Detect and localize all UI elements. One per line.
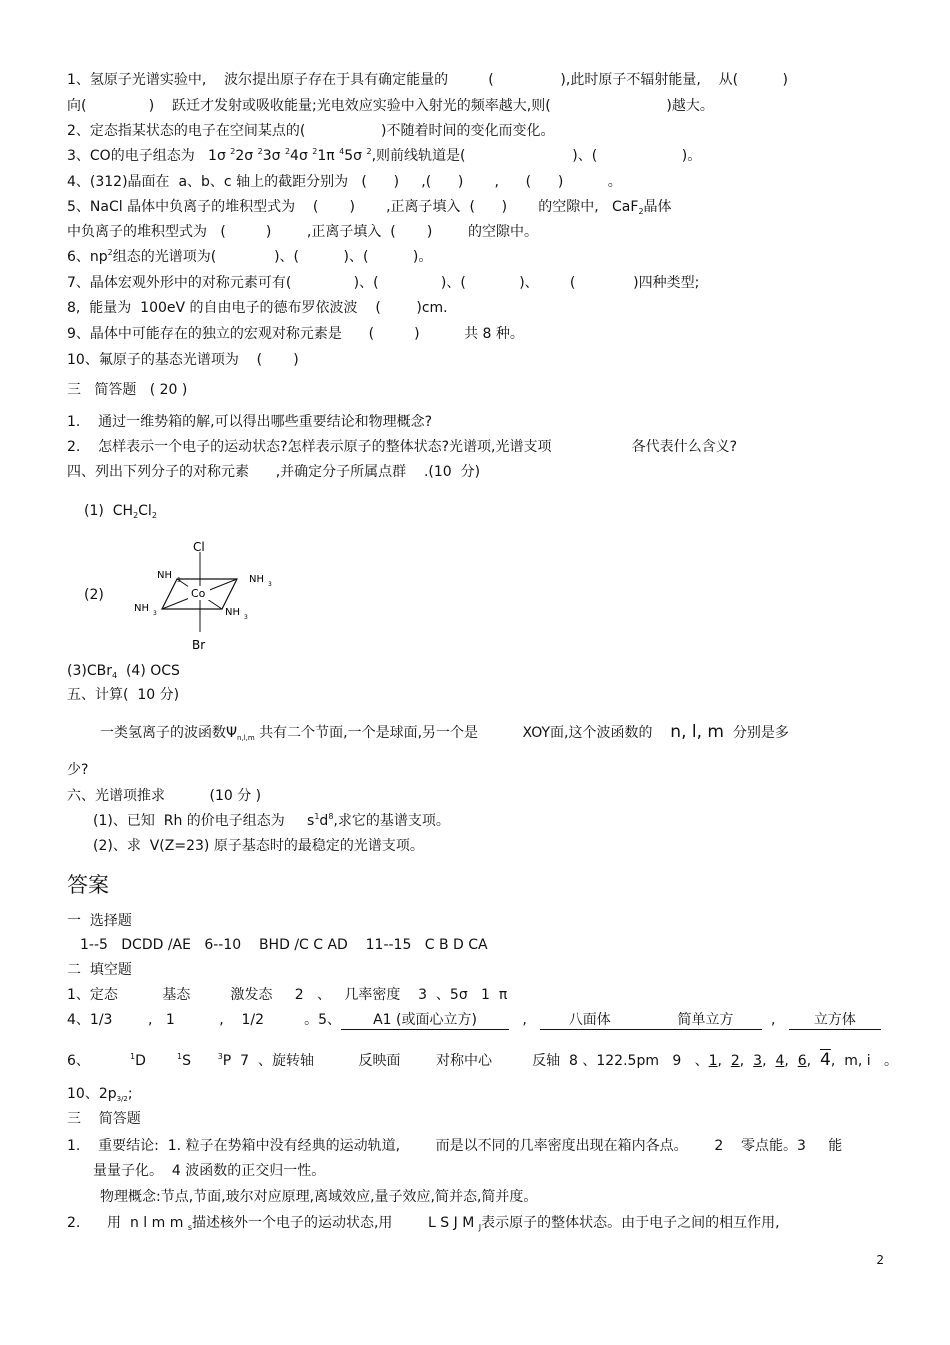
svg-text:3: 3 — [268, 581, 272, 588]
answers-s2-line2: 4、1/3 , 1 , 1/2 。5、 A1 (或面心立方) , 八面体 简单立方 , 立方体 — [67, 1010, 881, 1030]
molecules-3-4: (3)CBr$_4$ (4) OCS — [67, 663, 180, 680]
svg-text:3: 3 — [177, 577, 181, 584]
fill-q10: 10、氟原子的基态光谱项为 ( ) — [67, 352, 299, 368]
fill-q3: 3、CO的电子组态为 1σ $^2$2σ $^2$3σ $^2$4σ $^2$1π $^4$5σ $^2$,则前线轨道是( )、( )。 — [67, 147, 702, 164]
fill-q4: 4、(312)晶面在 a、b、c 轴上的截距分别为 ( ) ,( ) , ( ) 。 — [67, 174, 622, 190]
section5-title: 五、计算( 10 分) — [67, 687, 180, 703]
page-number: 2 — [876, 1253, 884, 1267]
fill-q8: 8, 能量为 100eV 的自由电子的德布罗依波波 ( )cm. — [67, 300, 448, 316]
cl-label: Cl — [193, 540, 205, 554]
fill-q1-line2: 向( ) 跃迁才发射或吸收能量;光电效应实验中入射光的频率越大,则( )越大。 — [67, 98, 714, 114]
co-label: Co — [191, 587, 206, 600]
fill-q1-line1: 1、氢原子光谱实验中, 波尔提出原子存在于具有确定能量的 ( ),此时原子不辐射能量, 从( ) — [67, 72, 789, 88]
answers-s3-line1: 1. 重要结论: 1. 粒子在势箱中没有经典的运动轨道, 而是以不同的几率密度出现在箱内各点。 2 零点能。3 能 — [67, 1138, 843, 1154]
answers-s2-line1: 1、定态 基态 激发态 2 、 几率密度 3 、5σ 1 π — [67, 987, 508, 1003]
cobalt-complex-diagram — [125, 535, 285, 660]
section3-title: 三 简答题 ( 20 ) — [67, 382, 188, 398]
answers-s3-line3: 物理概念:节点,节面,玻尔对应原理,离域效应,量子效应,简并态,简并度。 — [100, 1189, 538, 1205]
svg-text:3: 3 — [153, 610, 157, 617]
nh3-top-left: NH — [157, 570, 172, 581]
answers-s2-line3: 6、 $^1$D $^1$S $^3$P 7 、旋转轴 反映面 对称中心 反轴 8 、122.5pm 9 、1, 2, 3, 4, 6, 4, m, i 。 — [67, 1050, 898, 1070]
section5-line1: 一类氢离子的波函数$\Psi_{n,l,m}$ 共有二个节面,一个是球面,另一个是 XOY面,这个波函数的 n, l, m 分别是多 — [100, 722, 789, 742]
fill-q7: 7、晶体宏观外形中的对称元素可有( )、( )、( )、 ( )四种类型; — [67, 275, 700, 291]
svg-text:3: 3 — [244, 614, 248, 621]
nh3-bottom-left: NH — [134, 603, 149, 614]
answers-title: 答案 — [67, 873, 109, 897]
nh3-top-right: NH — [249, 574, 264, 585]
answer-underline-2: 八面体 简单立方 — [540, 1012, 762, 1030]
answers-s3-line2: 量量子化。 4 波函数的正交归一性。 — [93, 1163, 326, 1179]
fill-q5-line2: 中负离子的堆积型式为 ( ) ,正离子填入 ( ) 的空隙中。 — [67, 224, 538, 240]
answers-s2-line4: 10、$2p_{3/2}$; — [67, 1086, 133, 1103]
section3-q1: 1. 通过一维势箱的解,可以得出哪些重要结论和物理概念? — [67, 414, 433, 430]
nh3-bottom-right: NH — [225, 607, 240, 618]
section6-q2: (2)、求 V(Z=23) 原子基态时的最稳定的光谱支项。 — [93, 838, 424, 854]
section4-title: 四、列出下列分子的对称元素 ,并确定分子所属点群 .(10 分) — [67, 464, 481, 480]
fill-q5-line1: 5、NaCl 晶体中负离子的堆积型式为 ( ) ,正离子填入 ( ) 的空隙中, CaF$_2$晶体 — [67, 199, 672, 216]
answer-underline-3: 立方体 — [789, 1012, 881, 1030]
br-label: Br — [192, 638, 206, 652]
molecule-1: (1) $CH_2Cl_2$ — [84, 503, 157, 520]
section6-title: 六、光谱项推求 (10 分 ) — [67, 788, 262, 804]
section5-line2: 少? — [67, 762, 89, 778]
answers-s1: 1--5 DCDD /AE 6--10 BHD /C C AD 11--15 C B D CA — [80, 937, 488, 953]
answer-underline-1: A1 (或面心立方) — [341, 1012, 509, 1030]
answers-s3-title: 三 简答题 — [67, 1111, 141, 1127]
section6-q1: (1)、已知 Rh 的价电子组态为 $s^1d^8$,求它的基谱支项。 — [93, 812, 450, 829]
fill-q2: 2、定态指某状态的电子在空间某点的( )不随着时间的变化而变化。 — [67, 123, 555, 139]
answers-s2-title: 二 填空题 — [67, 962, 132, 978]
section3-q2: 2. 怎样表示一个电子的运动状态?怎样表示原子的整体状态?光谱项,光谱支项 各代表什么含义? — [67, 439, 738, 455]
answers-s3-line4: 2. 用 n l m m $_s$描述核外一个电子的运动状态,用 L S J M $_J$表示原子的整体状态。由于电子之间的相互作用, — [67, 1215, 780, 1232]
fill-q6: 6、$np^2$组态的光谱项为( )、( )、( )。 — [67, 248, 433, 265]
answers-s1-title: 一 选择题 — [67, 913, 132, 929]
molecule-2-label: (2) — [84, 587, 104, 603]
fill-q9: 9、晶体中可能存在的独立的宏观对称元素是 ( ) 共 8 种。 — [67, 326, 524, 342]
